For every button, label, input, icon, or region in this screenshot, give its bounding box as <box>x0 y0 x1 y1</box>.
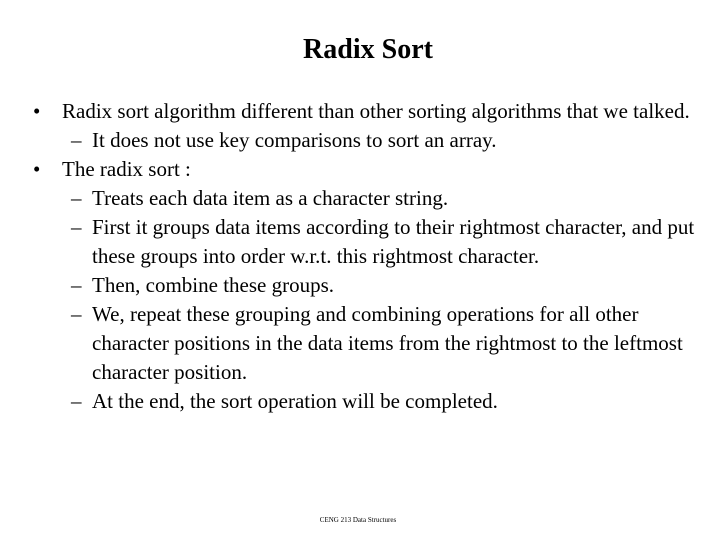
bullet-item <box>30 97 700 126</box>
sub-bullet-item <box>30 213 700 271</box>
sub-bullet-text: Treats each data item as a character string. <box>92 186 449 210</box>
sub-bullet-text: Then, combine these groups. <box>92 273 335 297</box>
dash-marker: – <box>71 389 82 413</box>
bullet-marker: • <box>33 99 41 123</box>
sub-bullet-item <box>30 126 700 155</box>
dash-marker: – <box>71 186 82 210</box>
sub-bullet-item <box>30 184 700 213</box>
dash-marker: – <box>71 128 82 152</box>
dash-marker: – <box>71 273 82 297</box>
sub-bullet-text: It does not use key comparisons to sort an array. <box>92 128 497 152</box>
slide-title: Radix Sort <box>303 34 433 65</box>
bullet-item <box>30 155 700 184</box>
bullet-marker: • <box>33 157 41 181</box>
bullet-text: The radix sort : <box>62 157 191 181</box>
sub-bullet-text: At the end, the sort operation will be completed. <box>92 389 498 413</box>
bullet-text: Radix sort algorithm different than other sorting algorithms that we talked. <box>62 99 690 123</box>
sub-bullet-item <box>30 271 700 300</box>
sub-bullet-item <box>30 387 700 416</box>
sub-bullet-text: First it groups data items according to their rightmost character, and put these groups into order w.r.t. this rightmost character. <box>92 215 695 268</box>
dash-marker: – <box>71 215 82 239</box>
dash-marker: – <box>71 302 82 326</box>
slide-footer: CENG 213 Data Structures <box>319 516 397 524</box>
sub-bullet-item <box>30 300 700 387</box>
sub-bullet-text: We, repeat these grouping and combining operations for all other character positions in the data items from the rightmost to the leftmost character position. <box>92 302 683 384</box>
bullet-list <box>30 97 700 416</box>
